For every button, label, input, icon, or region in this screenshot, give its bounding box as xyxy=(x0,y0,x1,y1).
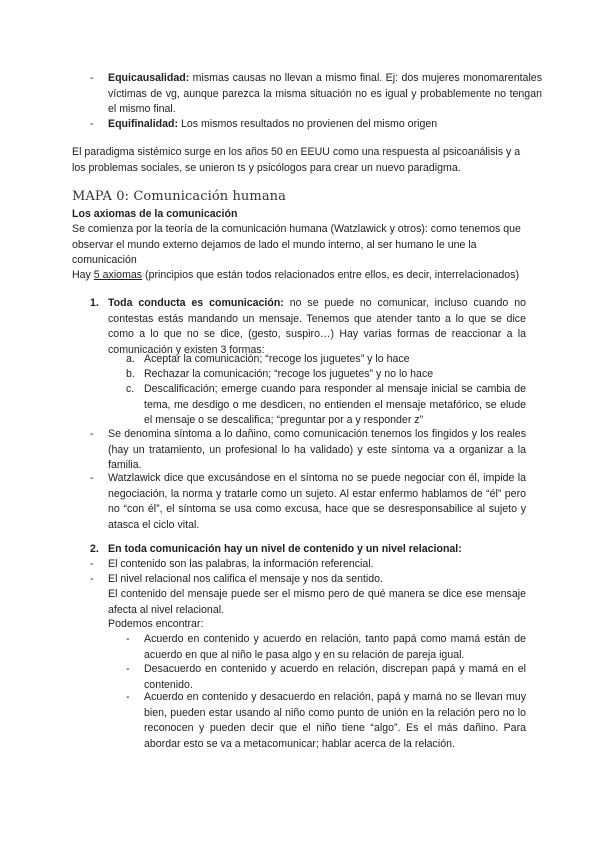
axiom-2-bullet-contenido: - El contenido son las palabras, la información referencial. xyxy=(90,557,526,573)
intro-paragraph: Se comienza por la teoría de la comunicación humana (Watzlawick y otros): como tenemos que observar el mundo externo dejamos de lado el mundo interno, al ser humano le une la comunicación xyxy=(72,223,521,267)
term-equicausalidad: Equicausalidad: xyxy=(108,72,190,84)
dash-bullet: - xyxy=(126,633,130,645)
letter-b: b. xyxy=(126,368,135,380)
axiom-1-title: Toda conducta es comunicación: xyxy=(108,297,284,309)
axiom-1 xyxy=(90,296,526,358)
letter-c: c. xyxy=(126,383,135,395)
axiom-2-title: En toda comunicación hay un nivel de contenido y un nivel relacional: xyxy=(108,543,462,555)
dash-bullet: - xyxy=(90,72,94,84)
axiom-2-number: 2. xyxy=(90,543,99,555)
axioms-line: Hay 5 axiomas (principios que están todos relacionados entre ellos, es decir, interrelacionados) xyxy=(72,269,519,281)
dash-bullet: - xyxy=(90,472,94,484)
dash-bullet: - xyxy=(90,428,94,440)
dash-bullet: - xyxy=(90,573,94,585)
dash-bullet: - xyxy=(90,118,94,130)
axiom-2-sub-desacuerdo-contenido: - Desacuerdo en contenido y acuerdo en relación, discrepan papá y mamá en el contenido. xyxy=(126,663,526,691)
subtitle: Los axiomas de la comunicación xyxy=(72,208,238,220)
axiom-2-sub-desacuerdo-relacion: - Acuerdo en contenido y desacuerdo en relación, papá y mamá no se llevan muy bien, pueden estar usando al niño como punto de unión en la relación pero no lo reconocen y pueden decir que el niño tiene “algo”. Es el más dañino. Para abordar esto se va a metacomunicar; hablar acerca de la relación. xyxy=(126,691,526,750)
text-equifinalidad: Los mismos resultados no provienen del mismo origen xyxy=(178,118,438,130)
axiom-1-number: 1. xyxy=(90,297,99,309)
axiom-2-podemos: Podemos encontrar: xyxy=(108,618,204,630)
axioms-count: 5 axiomas xyxy=(93,269,143,281)
paradigm-paragraph: El paradigma sistémico surge en los años 50 en EEUU como una respuesta al psicoanálisis y a los problemas sociales, se unieron ts y psicólogos para crear un nuevo paradigma. xyxy=(72,146,521,174)
axiom-2-sub-acuerdo: - Acuerdo en contenido y acuerdo en relación, tanto papá como mamá están de acuerdo en que al niño le pasa algo y en su relación de pareja igual. xyxy=(126,633,526,661)
axiom-1-sub-b: b. Rechazar la comunicación; “recoge los juguetes” y no lo hace xyxy=(126,367,544,383)
dash-bullet: - xyxy=(126,691,130,703)
axiom-2 xyxy=(90,542,526,558)
dash-bullet: - xyxy=(90,558,94,570)
axiom-1-text: no se puede no comunicar, incluso cuando no contestas estás mandando un mensaje. Tenemos que atender tanto a lo que se dice como a lo que no se dice, (gesto, suspiro…) Hay varias formas de reaccionar a la comunicación y existen 3 formas: xyxy=(108,297,526,356)
axiom-1-bullet-sintoma: - Se denomina síntoma a lo dañino, como comunicación tenemos los fingidos y los reales (hay un tratamiento, un profesional lo ha validado) y este síntoma va a organizar a la familia. xyxy=(90,428,526,472)
axiom-1-sub-c: c. Descalificación; emerge cuando para responder al mensaje inicial se cambia de tema, me desdigo o me desdicen, no entienden el mensaje metafórico, se elude el mensaje o se descalifica; “preguntar por a y responder z” xyxy=(126,383,526,427)
term-equifinalidad: Equifinalidad: xyxy=(108,118,179,130)
axiom-1-bullet-watzlawick: - Watzlawick dice que excusándose en el síntoma no se puede negociar con él, impide la negociación, la norma y tratarle como un sujeto. Al estar enfermo hablamos de “él” pero no “con él”, el síntoma se usa como excusa, hace que se desresponsabilice al sujeto y atasca el ciclo vital. xyxy=(90,472,526,531)
text-equicausalidad: mismas causas no llevan a mismo final. Ej: dos mujeres monomarentales víctimas de vg, aunque parezca la misma situación no es igual y probablemente no tengan el mismo final. xyxy=(108,72,542,116)
axiom-2-continuation: El contenido del mensaje puede ser el mismo pero de qué manera se dice ese mensaje afecta al nivel relacional. xyxy=(108,588,526,616)
list-item-equifinalidad xyxy=(90,117,542,133)
section-title: MAPA 0: Comunicación humana xyxy=(72,189,287,204)
dash-bullet: - xyxy=(126,663,130,675)
list-item-equicausalidad xyxy=(90,71,542,118)
axiom-1-sub-a: a. Aceptar la comunicación; “recoge los juguetes” y lo hace xyxy=(126,352,544,368)
axiom-2-bullet-relacional: - El nivel relacional nos califica el mensaje y nos da sentido. xyxy=(90,572,526,588)
letter-a: a. xyxy=(126,353,135,365)
